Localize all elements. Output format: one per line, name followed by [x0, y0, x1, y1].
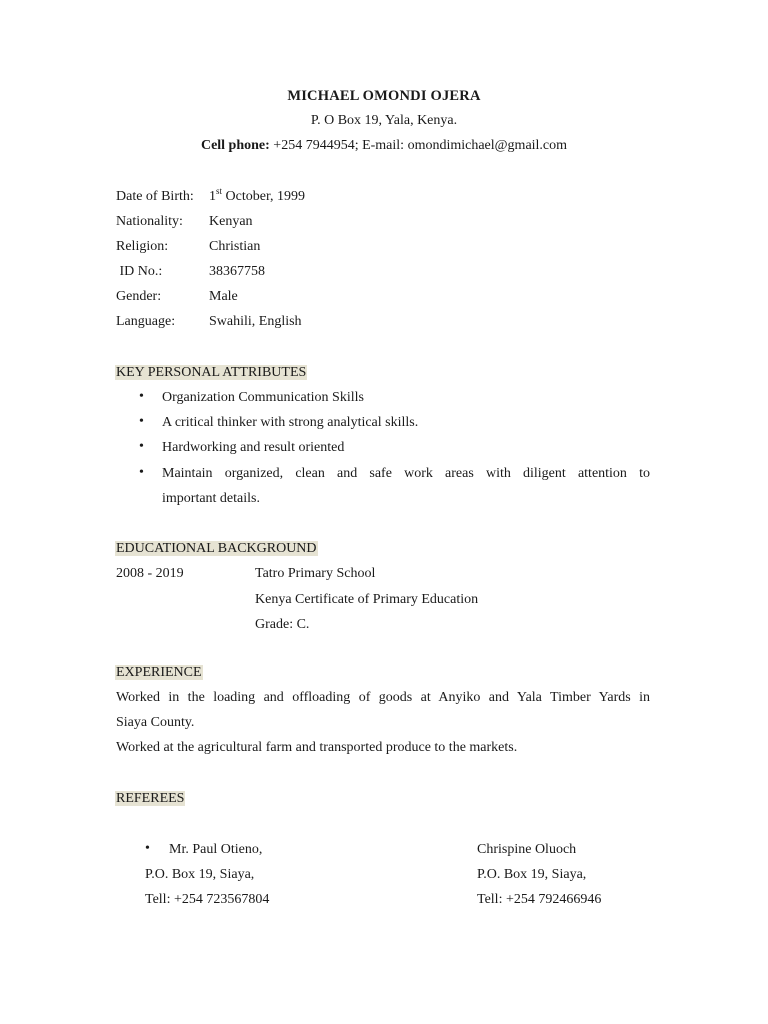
education-heading-text: EDUCATIONAL BACKGROUND — [116, 541, 317, 556]
bullet-icon: • — [145, 841, 150, 856]
bullet-icon: • — [139, 439, 144, 454]
postal-address: P. O Box 19, Yala, Kenya. — [310, 113, 458, 128]
dob-day: 1 — [209, 189, 216, 204]
experience-heading-text: EXPERIENCE — [116, 665, 202, 680]
attributes-heading-text: KEY PERSONAL ATTRIBUTES — [116, 365, 307, 380]
id-label: ID No.: — [116, 264, 163, 279]
attribute-item: A critical thinker with strong analytical skills. — [162, 415, 419, 430]
referee-right-name: Chrispine Oluoch — [477, 842, 577, 857]
bullet-icon: • — [139, 414, 144, 429]
education-grade: Grade: C. — [255, 617, 310, 632]
candidate-name: MICHAEL OMONDI OJERA — [287, 88, 481, 104]
education-years: 2008 - 2019 — [116, 566, 184, 581]
nationality-label: Nationality: — [116, 214, 183, 229]
attribute-item: Hardworking and result oriented — [162, 440, 345, 455]
education-heading — [115, 541, 318, 557]
experience-line: Worked at the agricultural farm and transported produce to the markets. — [116, 740, 518, 755]
attribute-item-continued: important details. — [162, 491, 260, 506]
religion-value: Christian — [209, 239, 261, 254]
contact-line — [0, 138, 768, 154]
attribute-item: Maintain organized, clean and safe work areas with diligent attention to — [162, 466, 650, 481]
dob-ordinal-suffix: st — [216, 186, 223, 196]
cell-phone-label: Cell phone: — [200, 138, 270, 153]
attribute-item: Organization Communication Skills — [162, 390, 364, 405]
referees-heading-text: REFEREES — [116, 791, 185, 806]
experience-line: Worked in the loading and offloading of goods at Anyiko and Yala Timber Yards in — [116, 690, 650, 705]
dob-rest: October, 1999 — [222, 189, 306, 204]
contact-details: +254 7944954; E-mail: omondimichael@gmail.com — [269, 138, 568, 153]
referee-left-box: P.O. Box 19, Siaya, — [145, 867, 255, 882]
dob-label: Date of Birth: — [116, 189, 194, 204]
referee-left-phone: Tell: +254 723567804 — [145, 892, 270, 907]
referee-left-name: Mr. Paul Otieno, — [169, 842, 263, 857]
attributes-heading — [115, 365, 307, 381]
nationality-value: Kenyan — [209, 214, 253, 229]
experience-heading — [115, 665, 203, 681]
bullet-icon: • — [139, 389, 144, 404]
bullet-icon: • — [139, 465, 144, 480]
id-value: 38367758 — [209, 264, 265, 279]
referee-right-box: P.O. Box 19, Siaya, — [477, 867, 587, 882]
language-label: Language: — [116, 314, 176, 329]
experience-line: Siaya County. — [116, 715, 195, 730]
gender-value: Male — [209, 289, 238, 304]
referee-right-phone: Tell: +254 792466946 — [477, 892, 602, 907]
gender-label: Gender: — [116, 289, 162, 304]
dob-value — [209, 186, 306, 205]
referees-heading — [115, 791, 185, 807]
language-value: Swahili, English — [209, 314, 302, 329]
religion-label: Religion: — [116, 239, 169, 254]
education-school: Tatro Primary School — [255, 566, 376, 581]
education-certificate: Kenya Certificate of Primary Education — [255, 592, 479, 607]
